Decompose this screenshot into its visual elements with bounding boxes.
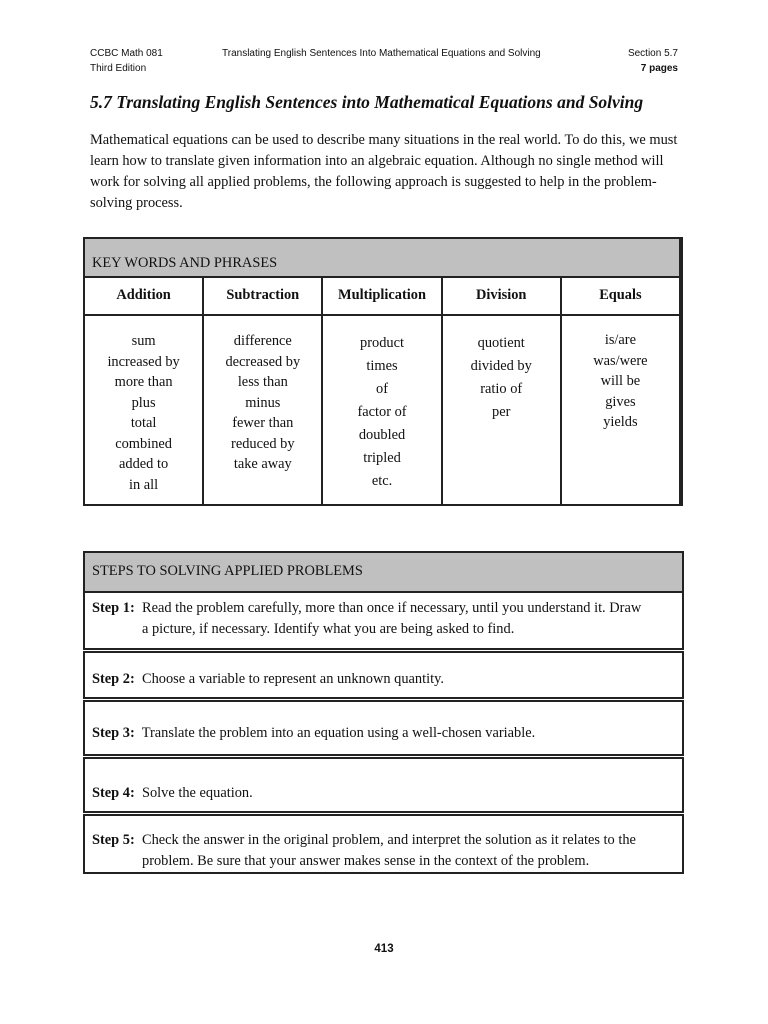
- header-left: [90, 46, 163, 76]
- keywords-column-subtraction: [204, 278, 323, 504]
- keyword: reduced by: [231, 435, 295, 452]
- keyword: tripled: [363, 450, 401, 466]
- step-text: Translate the problem into an equation using a well-chosen variable.: [141, 725, 536, 741]
- keyword: gives: [605, 393, 636, 410]
- page-number: 413: [374, 943, 394, 955]
- column-header: Equals: [562, 278, 679, 316]
- keyword: decreased by: [225, 353, 301, 370]
- keyword: plus: [131, 394, 156, 411]
- step-label: Step 1:: [92, 600, 135, 616]
- step-label: Step 3:: [92, 725, 135, 741]
- column-header: Multiplication: [323, 278, 440, 316]
- steps-heading: STEPS TO SOLVING APPLIED PROBLEMS: [83, 551, 684, 593]
- header-right: [628, 46, 678, 76]
- intro-paragraph: Mathematical equations can be used to describe many situations in the real world. To do this, we must learn how to translate given information into an algebraic equation. Although no single method will work for solving all applied problems, the following approach is suggested to help in the problem-solving process.: [90, 132, 678, 211]
- keyword: factor of: [357, 404, 407, 420]
- keyword: doubled: [358, 427, 406, 443]
- keywords-column-division: [443, 278, 562, 504]
- keyword: quotient: [477, 335, 525, 351]
- keyword: etc.: [371, 473, 393, 489]
- keyword: difference: [233, 333, 292, 349]
- column-header: Addition: [85, 278, 202, 316]
- keyword: per: [492, 404, 511, 420]
- step-label: Step 2:: [92, 671, 135, 687]
- keyword: ratio of: [480, 381, 523, 397]
- keyword: will be: [600, 373, 641, 389]
- keywords-heading: KEY WORDS AND PHRASES: [85, 239, 679, 278]
- keyword: product: [360, 335, 404, 351]
- step-label: Step 5:: [92, 832, 135, 848]
- keyword: times: [366, 358, 398, 374]
- keywords-table: [83, 237, 681, 506]
- section-number: Section 5.7: [627, 48, 678, 59]
- keywords-column-addition: [85, 278, 204, 504]
- keyword: is/are: [604, 332, 636, 348]
- step-text: Choose a variable to represent an unknown quantity.: [141, 671, 444, 687]
- keywords-column-equals: [562, 278, 679, 504]
- section-title: 5.7 Translating English Sentences into Mathematical Equations and Solving: [90, 92, 644, 112]
- keyword: total: [130, 415, 157, 431]
- keywords-column-multiplication: [323, 278, 442, 504]
- word-list: [85, 316, 202, 495]
- keyword: divided by: [470, 358, 532, 374]
- keyword: increased by: [107, 353, 180, 370]
- keyword: fewer than: [232, 415, 294, 431]
- keyword: combined: [115, 435, 172, 452]
- keyword: in all: [129, 476, 159, 493]
- keyword: more than: [114, 374, 173, 390]
- step-2: [83, 651, 684, 699]
- page-count: 7 pages: [640, 63, 678, 74]
- word-list: [323, 316, 440, 493]
- keyword: of: [376, 381, 388, 397]
- step-4: [83, 757, 684, 813]
- keyword: yields: [603, 414, 638, 430]
- keyword: less than: [237, 374, 288, 390]
- step-text-continued: problem. Be sure that your answer makes sense in the context of the problem.: [142, 853, 590, 869]
- word-list: [562, 316, 679, 433]
- step-text-continued: a picture, if necessary. Identify what you are being asked to find.: [142, 621, 515, 637]
- word-list: [204, 316, 321, 475]
- word-list: [443, 316, 560, 424]
- step-5: [83, 814, 684, 874]
- edition: Third Edition: [90, 63, 147, 74]
- step-label: Step 4:: [92, 785, 135, 801]
- step-1: [83, 593, 684, 650]
- keyword: sum: [131, 333, 156, 349]
- step-text: Check the answer in the original problem, and interpret the solution as it relates to the: [141, 832, 636, 848]
- keyword: was/were: [593, 352, 648, 369]
- steps-table: [83, 551, 684, 874]
- step-text: Read the problem carefully, more than once if necessary, until you understand it. Draw: [141, 600, 642, 616]
- column-header: Division: [443, 278, 560, 316]
- keyword: added to: [119, 456, 169, 472]
- column-header: Subtraction: [204, 278, 321, 316]
- keyword: take away: [233, 456, 292, 472]
- running-title: Translating English Sentences Into Mathematical Equations and Solving: [222, 48, 541, 59]
- step-text: Solve the equation.: [141, 785, 253, 801]
- course-name: CCBC Math 081: [90, 48, 163, 59]
- keyword: minus: [245, 394, 281, 411]
- step-3: [83, 700, 684, 756]
